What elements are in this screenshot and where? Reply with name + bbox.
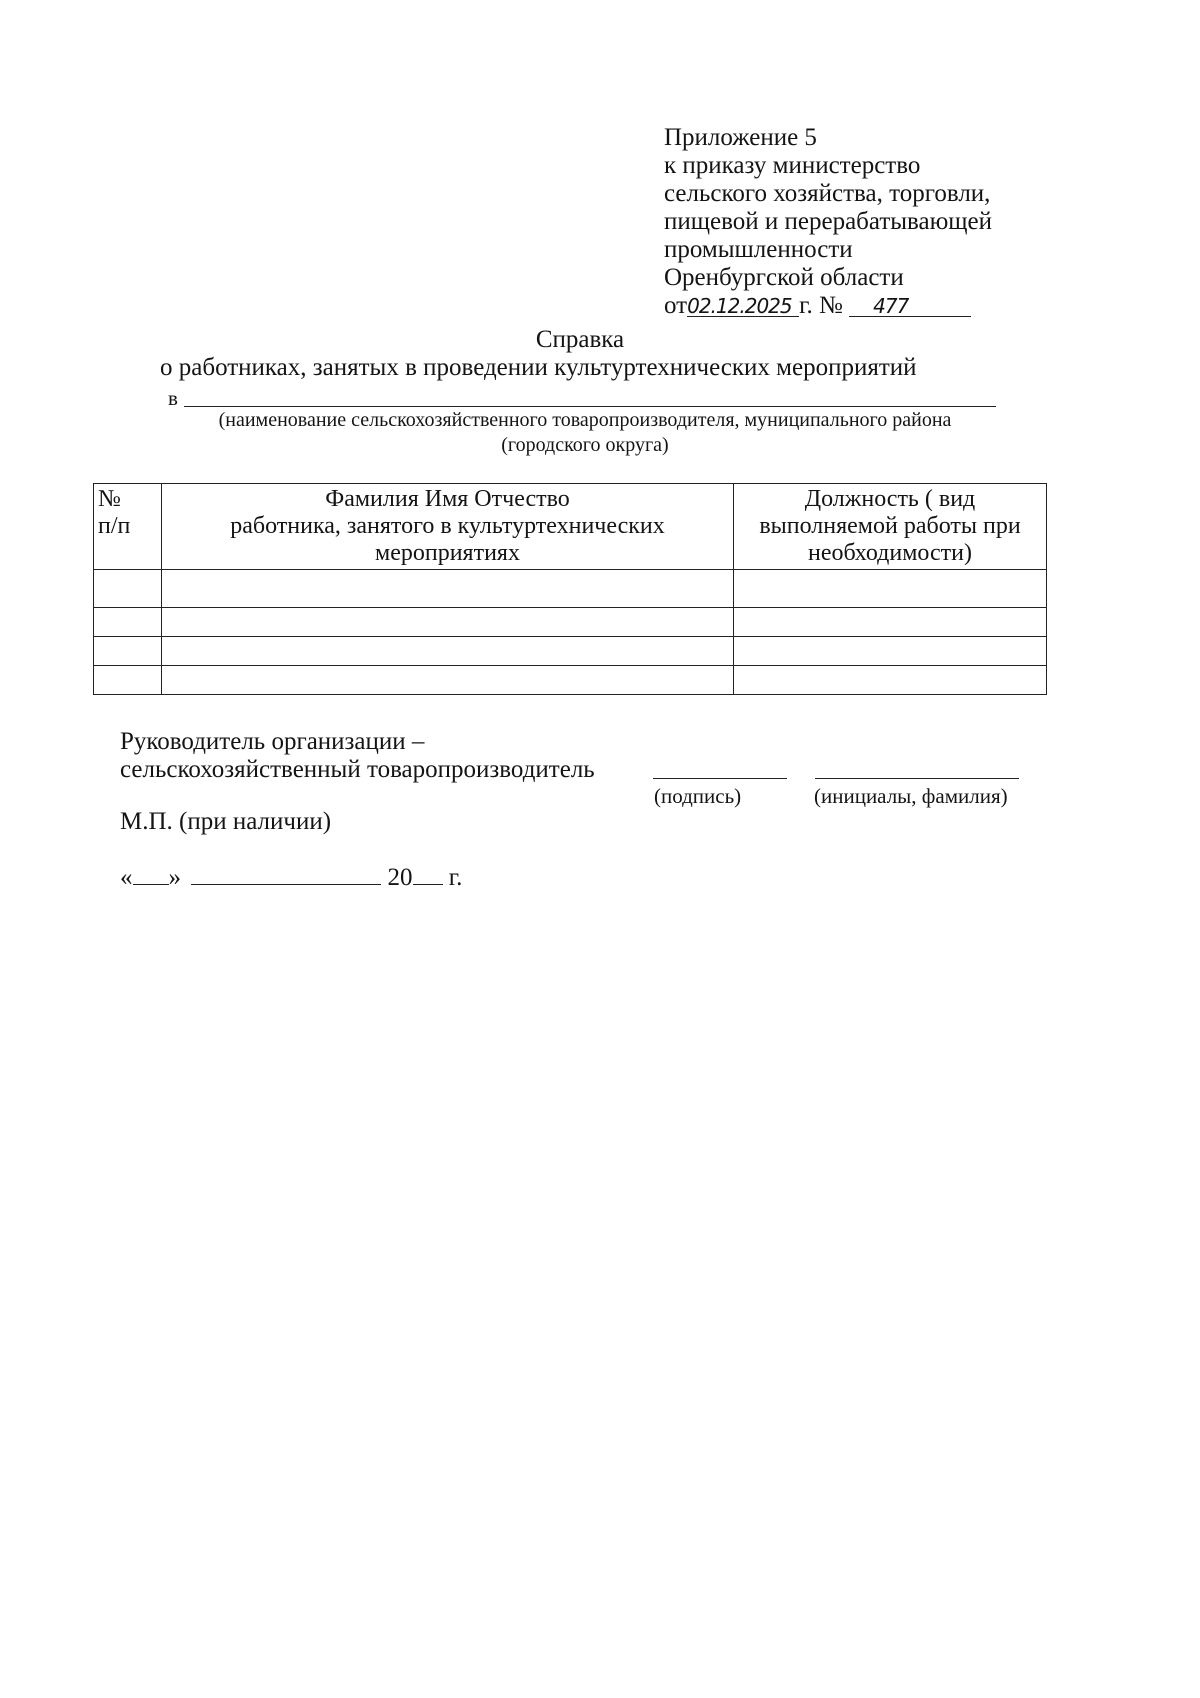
- stamp-note: М.П. (при наличии): [120, 808, 332, 835]
- organization-prefix: в: [168, 386, 178, 410]
- order-date-prefix: от: [664, 292, 688, 319]
- appendix-order-line: к приказу министерство: [664, 152, 921, 179]
- director-title-line2: сельскохозяйственный товаропроизводитель: [120, 756, 595, 783]
- appendix-order-details: [664, 292, 992, 320]
- director-title-line1: Руководитель организации –: [120, 728, 425, 755]
- year-blank[interactable]: [413, 864, 443, 885]
- column-header-number-line1: №: [98, 486, 121, 512]
- column-header-full-name-line1: Фамилия Имя Отчество: [325, 486, 570, 512]
- month-blank[interactable]: [191, 864, 381, 885]
- appendix-region: Оренбургской области: [664, 264, 904, 291]
- initials-surname-caption: (инициалы, фамилия): [814, 784, 1008, 808]
- column-header-position-line3: необходимости): [807, 540, 972, 566]
- table-row: [94, 608, 1047, 637]
- table-cell-position[interactable]: [734, 570, 1047, 608]
- order-date-handwritten: 02.12.2025: [687, 296, 799, 317]
- table-row: [94, 570, 1047, 608]
- table-header-row: [94, 484, 1047, 570]
- table-cell-full-name[interactable]: [162, 608, 734, 637]
- date-open-quote: «: [120, 864, 133, 891]
- column-header-position-line2: выполняемой работы при: [759, 513, 1021, 539]
- table-cell-number[interactable]: [94, 637, 162, 666]
- document-subtitle: о работниках, занятых в проведении культуртехнических мероприятий: [160, 354, 917, 381]
- signature-blank[interactable]: [653, 778, 787, 779]
- organization-name-caption: [0, 408, 1170, 458]
- column-header-full-name: [162, 484, 734, 570]
- year-suffix: г.: [448, 864, 463, 891]
- day-blank[interactable]: [133, 864, 169, 885]
- signature-caption: (подпись): [654, 784, 742, 808]
- table-cell-number[interactable]: [94, 608, 162, 637]
- column-header-position: [734, 484, 1047, 570]
- table-cell-full-name[interactable]: [162, 637, 734, 666]
- table-cell-number[interactable]: [94, 570, 162, 608]
- appendix-ministry-line1: сельского хозяйства, торговли,: [664, 180, 991, 207]
- appendix-ministry-line3: промышленности: [664, 236, 853, 263]
- table-row: [94, 666, 1047, 695]
- date-close-quote: »: [168, 864, 181, 891]
- organization-name-blank[interactable]: [184, 406, 996, 407]
- table-cell-full-name[interactable]: [162, 570, 734, 608]
- appendix-ministry-line2: пищевой и перерабатывающей: [664, 208, 993, 235]
- column-header-number-line2: п/п: [98, 513, 131, 539]
- table-cell-position[interactable]: [734, 666, 1047, 695]
- table-cell-full-name[interactable]: [162, 666, 734, 695]
- table-cell-number[interactable]: [94, 666, 162, 695]
- table-row: [94, 637, 1047, 666]
- staff-table: [93, 483, 1047, 695]
- document-title: Справка: [535, 326, 625, 353]
- date-line: [120, 864, 462, 892]
- initials-surname-blank[interactable]: [815, 778, 1019, 779]
- order-number-prefix: г. №: [799, 292, 843, 319]
- column-header-full-name-line3: мероприятиях: [375, 540, 520, 566]
- order-number-handwritten: 477: [849, 296, 971, 317]
- year-prefix: 20: [387, 864, 413, 891]
- column-header-full-name-line2: работника, занятого в культуртехнических: [230, 513, 665, 539]
- column-header-number: [94, 484, 162, 570]
- table-cell-position[interactable]: [734, 608, 1047, 637]
- organization-caption-line2: (городского округа): [501, 434, 669, 456]
- column-header-position-line1: Должность ( вид: [804, 486, 976, 512]
- appendix-header: [664, 124, 992, 320]
- table-cell-position[interactable]: [734, 637, 1047, 666]
- organization-caption-line1: (наименование сельскохозяйственного товаропроизводителя, муниципального района: [218, 409, 952, 431]
- appendix-title: Приложение 5: [664, 124, 817, 151]
